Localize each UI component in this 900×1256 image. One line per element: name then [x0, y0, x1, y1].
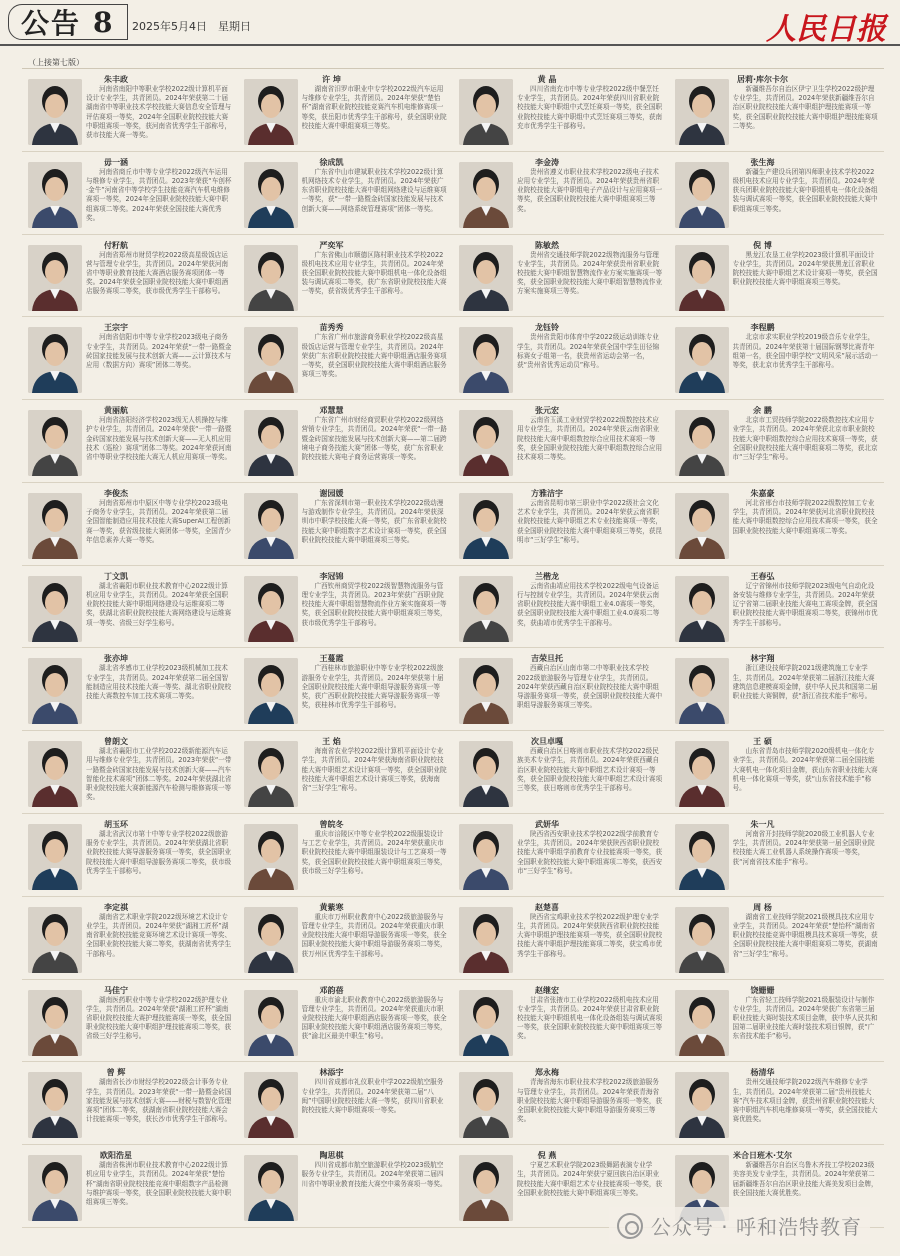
honoree-card — [669, 897, 885, 980]
honoree-card — [238, 731, 454, 814]
portrait-photo — [675, 990, 729, 1056]
honoree-bio: 广东省广州市旅游商务职业学校2022级高星级饭店运营与管理专业学生，共青团员。2024年荣获广东省职业院校技能大赛中职组酒店服务赛项一等奖，获全国职业院校技能大赛中职组酒店服务赛项三等奖。 — [301, 333, 447, 379]
honoree-name: 王 硕 — [753, 737, 772, 747]
honoree-card — [22, 483, 238, 566]
honoree-name: 张元宏 — [535, 406, 559, 416]
honoree-name: 米合日班木·艾尔 — [732, 1151, 793, 1161]
honoree-name: 李俊杰 — [104, 488, 128, 498]
honoree-name: 李定祺 — [104, 902, 128, 912]
portrait-photo — [675, 658, 729, 724]
honoree-card — [22, 566, 238, 649]
section-header — [8, 4, 128, 40]
portrait-photo — [244, 741, 298, 807]
newspaper-logo: 人民日报 — [766, 12, 886, 47]
honoree-card — [453, 235, 669, 318]
honoree-name: 胡玉环 — [104, 820, 128, 830]
honoree-card — [453, 483, 669, 566]
portrait-photo — [244, 327, 298, 393]
honoree-name: 邓慧慧 — [319, 406, 344, 416]
honoree-name: 林宇翔 — [750, 654, 775, 664]
honoree-bio: 西藏自治区日喀则市职业技术学校2022级民族美术专业学生，共青团员。2024年荣获西藏自治区职业院校技能大赛中职组艺术设计赛项一等奖，获全国职业院校技能大赛中职组艺术设计赛项三等奖，获日喀则市优秀学生干部称号。 — [517, 747, 663, 793]
portrait-photo — [459, 1155, 513, 1221]
portrait-photo — [28, 245, 82, 311]
portrait-photo — [244, 576, 298, 642]
portrait-photo — [459, 1072, 513, 1138]
honoree-name: 李程鹏 — [750, 323, 775, 333]
honoree-name: 张生海 — [750, 157, 775, 167]
honoree-bio: 四川省成都市礼仪职业中学2022级航空服务专业学生，共青团员。2024年荣获第二届“八闽”中国职业院校技能大赛一等奖，获四川省职业院校技能大赛中职组赛项一等奖。 — [301, 1078, 444, 1115]
honoree-name: 曾朗文 — [104, 737, 128, 747]
honoree-name: 赵继宏 — [535, 985, 559, 995]
portrait-photo — [28, 493, 82, 559]
portrait-photo — [244, 410, 298, 476]
issue-date: 2025年5月4日 星期日 — [132, 20, 251, 33]
portrait-photo — [28, 79, 82, 145]
honoree-name: 毋一涵 — [104, 157, 128, 167]
honoree-name: 陶思棋 — [319, 1151, 344, 1161]
honoree-card — [238, 814, 454, 897]
honoree-card — [238, 152, 454, 235]
honoree-card — [22, 648, 238, 731]
honoree-bio: 湖南省艺术职业学院2022级环境艺术设计专业学生，共青团员。2024年荣获“湖湘工匠杯”湖南省职业院校技能竞赛环境艺术设计赛项一等奖、全国职业院校技能大赛二等奖，获湖南省优秀学生干部称号。 — [86, 912, 232, 958]
honoree-bio: 西藏自治区山南市第二中等职业技术学校2022级旅游服务与管理专业学生，共青团员。2024年荣获西藏自治区职业院校技能大赛中职组导游服务赛项一等奖，获全国职业院校技能大赛中职组导游服务赛项三等奖。 — [517, 664, 663, 710]
honoree-name: 方雅洁宇 — [531, 488, 563, 498]
portrait-photo — [459, 245, 513, 311]
honoree-name: 余 鹏 — [753, 406, 772, 416]
portrait-photo — [244, 990, 298, 1056]
honoree-card — [453, 814, 669, 897]
honoree-bio: 河南省洛阳经济学校2023级无人机操控与维护专业学生，共青团员。2024年荣获“一带一路暨金砖国家技能发展与技术创新大赛——无人机应用技术（巡检）赛项”团体二等奖。2024年荣获河南省中等职业学校技能大赛无人机应用赛项一等奖。 — [86, 416, 232, 461]
portrait-photo — [459, 410, 513, 476]
honoree-card — [22, 235, 238, 318]
portrait-photo — [459, 493, 513, 559]
portrait-photo — [459, 907, 513, 973]
portrait-photo — [244, 658, 298, 724]
portrait-photo — [244, 907, 298, 973]
honoree-card — [669, 814, 885, 897]
honoree-name: 邓韵蓓 — [319, 985, 344, 995]
page-number: 8 — [93, 5, 113, 39]
honoree-bio: 重庆市涪陵区中等专业学校2022级服装设计与工艺专业学生，共青团员。2024年荣获重庆市职业院校技能大赛中职组服装设计与工艺赛项一等奖，获全国职业院校技能大赛中职组赛项三等奖，获市级三好学生称号。 — [301, 830, 447, 875]
honoree-name: 李金涛 — [535, 157, 559, 167]
honoree-name: 曾皖冬 — [319, 820, 344, 830]
honoree-name: 吉荣旦托 — [531, 654, 563, 664]
honoree-bio: 湖南医药职业中等专业学校2022级护理专业学生，共青团员。2024年荣获“湖湘工匠杯”湖南省职业院校技能大赛护理技能赛项一等奖，获全国职业院校技能大赛中职组护理技能赛项二等奖，获省级三好学生称号。 — [86, 995, 232, 1041]
honoree-name: 王蔓霞 — [319, 654, 344, 664]
honoree-bio: 河南省开封技师学院2020级工业机器人专业学生，共青团员。2024年荣获第一届全国职业院校技能大赛工业机器人系统操作赛项一等奖，获“河南省技术能手”称号。 — [732, 830, 875, 866]
portrait-photo — [28, 576, 82, 642]
honoree-card — [669, 980, 885, 1063]
honoree-name: 龙钰铃 — [535, 323, 559, 333]
portrait-photo — [28, 1155, 82, 1221]
honoree-name: 严奕军 — [319, 240, 344, 250]
portrait-photo — [675, 907, 729, 973]
watermark — [609, 1207, 870, 1244]
honoree-card — [22, 980, 238, 1063]
portrait-photo — [675, 245, 729, 311]
honoree-bio: 北京市求实职业学校2019级音乐专业学生，共青团员。2024年荣获第十届国际钢琴比赛青年组第一名，获全国中职学校“文明风采”展示活动一等奖，获北京市优秀学生干部称号。 — [732, 333, 878, 369]
honoree-name: 饶姗姗 — [750, 985, 775, 995]
portrait-photo — [28, 410, 82, 476]
honoree-name: 黄 晶 — [537, 75, 557, 84]
honoree-bio: 湖南省长沙市财经学校2022级会计事务专业学生，共青团员。2023年荣获“一带一路暨金砖国家技能发展与技术创新大赛——财税与数智化管理赛项”团体二等奖，获湖南省职业院校技能大赛会计技能赛项一等奖，获长沙市优秀学生干部称号。 — [86, 1078, 232, 1124]
honoree-bio: 湖南省株洲市职业技术教育中心2022级计算机应用专业学生，共青团员。2024年荣获“楚怡杯”湖南省职业院校技能竞赛中职组数字产品检测与维护赛项一等奖，获全国职业院校技能大赛中职组赛项三等奖。 — [86, 1161, 232, 1207]
honoree-card — [669, 152, 885, 235]
honoree-name: 杨清华 — [750, 1068, 775, 1078]
honoree-bio: 湖北省孝感市工业学校2023级机械加工技术专业学生，共青团员。2024年荣获第二届全国智能制造应用技术技能大赛一等奖、湖北省职业院校技能大赛数控车加工技术赛项二等奖。 — [86, 664, 232, 701]
honoree-bio: 河北省邢台市技师学院2022级数控加工专业学生，共青团员。2024年荣获河北省职业院校技能大赛中职组数控综合应用技术赛项一等奖，获全国职业院校技能大赛中职组赛项二等奖。 — [732, 498, 878, 535]
portrait-photo — [459, 162, 513, 228]
honoree-bio: 陕西省宝鸡职业技术学校2022级护理专业学生，共青团员。2024年荣获陕西省职业院校技能大赛中职组护理技能赛项一等奖，获全国职业院校技能大赛中职组护理技能赛项二等奖，获宝鸡市优秀学生干部称号。 — [517, 912, 663, 958]
portrait-photo — [244, 493, 298, 559]
portrait-photo — [244, 245, 298, 311]
portrait-photo — [459, 741, 513, 807]
honoree-bio: 云南省曲靖应用技术学校2022级电气设备运行与控制专业学生，共青团员。2024年荣获云南省职业院校技能大赛中职组工业4.0赛项一等奖，获全国职业院校技能大赛中职组工业4.0赛项二等奖，获曲靖市优秀学生干部称号。 — [517, 581, 660, 627]
portrait-photo — [244, 1072, 298, 1138]
watermark-text: 公众号 · 呼和浩特教育 — [650, 1215, 862, 1239]
portrait-photo — [244, 824, 298, 890]
portrait-photo — [675, 162, 729, 228]
honoree-bio: 四川省成都市航空旅游职业学校2023级航空服务专业学生，共青团员。2024年荣获第二届四川省中等职业教育技能大赛空中乘务赛项一等奖。 — [301, 1161, 447, 1188]
portrait-photo — [675, 741, 729, 807]
portrait-photo — [28, 658, 82, 724]
honoree-bio: 湖北省襄阳市职业技术教育中心2022级计算机应用专业学生，共青团员。2024年荣获全国职业院校技能大赛中职组网络建设与运维赛项二等奖，获湖北省职业院校技能大赛网络建设与运维赛项一等奖、省级三好学生称号。 — [86, 581, 232, 627]
honoree-card — [669, 566, 885, 649]
honoree-bio: 贵州省贵阳市体育中学2022级运动训练专业学生，共青团员。2024年荣获全国中学生田径锦标赛女子组第一名，获贵州省运动会第一名，获“贵州省优秀运动员”称号。 — [517, 333, 660, 369]
honoree-bio: 辽宁省锦州市技师学院2023级电气自动化设备安装与维修专业学生，共青团员。2024年荣获辽宁省第二届职业技能大赛电工赛项金牌，获全国职业院校技能大赛中职组赛项二等奖，获锦州市优秀学生干部称号。 — [732, 581, 878, 627]
continued-note: （上接第七版） — [28, 58, 84, 67]
honoree-card — [22, 1145, 238, 1228]
honoree-card — [669, 648, 885, 731]
honoree-card — [669, 400, 885, 483]
honoree-name: 欧阳浩星 — [100, 1151, 132, 1161]
honoree-bio: 云南省昆明市第三职业中学2022级社会文化艺术专业学生，共青团员。2024年荣获云南省职业院校技能大赛中职组艺术专业技能赛项一等奖，获全国职业院校技能大赛中职组赛项三等奖，获昆明市“三好学生”称号。 — [517, 498, 663, 544]
honoree-name: 马佳宁 — [104, 985, 128, 995]
honoree-name: 谢园媛 — [319, 488, 344, 498]
honoree-name: 黄紫寒 — [319, 902, 344, 912]
honoree-card — [238, 648, 454, 731]
honoree-name: 付籽航 — [104, 240, 128, 250]
honoree-name: 朱一凡 — [750, 820, 775, 830]
portrait-photo — [675, 79, 729, 145]
honoree-card — [669, 483, 885, 566]
portrait-photo — [675, 1072, 729, 1138]
honoree-name: 丁文凯 — [104, 571, 128, 581]
honoree-bio: 重庆市渝北职业教育中心2022级旅游服务与管理专业学生，共青团员。2024年荣获重庆市职业院校技能大赛中职组酒店服务赛项一等奖，获全国职业院校技能大赛中职组酒店服务赛项三等奖，获“渝北区最美中职生”称号。 — [301, 995, 447, 1041]
honoree-card — [238, 483, 454, 566]
honoree-card — [453, 897, 669, 980]
masthead — [0, 0, 900, 46]
honoree-card — [238, 69, 454, 152]
honoree-name: 朱嘉豪 — [750, 488, 775, 498]
portrait-photo — [28, 1072, 82, 1138]
honoree-name: 武妍华 — [535, 820, 559, 830]
honoree-card — [669, 1062, 885, 1145]
honoree-bio: 甘肃省张掖市工业学校2022级机电技术应用专业学生，共青团员。2024年荣获甘肃省职业院校技能大赛中职组机电一体化设备组装与调试赛项一等奖，获全国职业院校技能大赛中职组赛项三等奖。 — [517, 995, 663, 1041]
honoree-card — [238, 897, 454, 980]
portrait-photo — [28, 990, 82, 1056]
honoree-card — [453, 980, 669, 1063]
honoree-bio: 湖北省武汉市第十中等专业学校2022级旅游服务专业学生，共青团员。2024年荣获湖北省职业院校技能大赛导游服务赛项一等奖，获全国职业院校技能大赛中职组导游服务赛项二等奖，获市级优秀学生干部称号。 — [86, 830, 232, 875]
honoree-card — [22, 152, 238, 235]
honoree-bio: 河南省南阳中等职业学校2022级计算机平面设计专业学生，共青团员。2024年荣获第二十届湖南省中等职业技术学校技能大赛信息安全管理与评估赛项一等奖，2024年全国职业院校技能大赛中职组赛项一等奖，获河南省优秀学生干部称号，获市技能大赛一等奖。 — [86, 85, 232, 140]
honoree-bio: 河南省商丘市中等专业学校2022级汽车运用与维修专业学生，共青团员。2023年荣获“车创杯·金牛”河南省中等学校学生技能竞赛汽车机电维修赛项一等奖，2024年全国职业院校技能大赛中职组赛项二等奖。2024年荣获全国技能大赛优秀奖。 — [86, 167, 232, 222]
honoree-card — [669, 731, 885, 814]
honoree-name: 徐成凯 — [319, 157, 344, 167]
honoree-bio: 广东省深圳市第一职业技术学校2022级动漫与游戏制作专业学生，共青团员。2024年荣获深圳市中职学校技能大赛一等奖，获广东省职业院校技能大赛中职组数字艺术设计赛项一等奖，获全国职业院校技能大赛中职组赛项三等奖。 — [301, 498, 447, 544]
honoree-bio: 贵州省遵义市职业技术学校2022级电子技术应用专业学生，共青团员。2024年荣获贵州省职业院校技能大赛中职组电子产品设计与应用赛项一等奖，获全国职业院校技能大赛中职组赛项三等奖。 — [517, 167, 663, 213]
honoree-card — [238, 566, 454, 649]
honoree-bio: 山东省青岛市技师学院2020级机电一体化专业学生，共青团员。2024年荣获第二届全国技能大赛机电一体化项目金牌，获山东省职业技能大赛机电一体化赛项一等奖，获“山东省技术能手”称号。 — [732, 747, 878, 793]
honoree-card — [453, 69, 669, 152]
honoree-name: 郑永梅 — [535, 1068, 559, 1078]
honoree-card — [453, 152, 669, 235]
portrait-photo — [28, 162, 82, 228]
honoree-bio: 云南省玉溪工业财贸学校2022级数控技术应用专业学生，共青团员。2024年荣获云南省职业院校技能大赛中职组数控综合应用技术赛项一等奖，获全国职业院校技能大赛中职组数控综合应用技术赛项二等奖。 — [517, 416, 663, 461]
honoree-name: 张亦坤 — [104, 654, 128, 664]
honoree-card — [453, 317, 669, 400]
honoree-bio: 广东省轻工技师学院2021级服装设计与制作专业学生，共青团员。2024年荣获广东省第三届职业技能大赛时装技术项目金牌，获中华人民共和国第二届职业技能大赛时装技术项目银牌，获“广东省技术能手”称号。 — [732, 995, 878, 1041]
honoree-card — [22, 897, 238, 980]
honoree-name: 林添宇 — [319, 1068, 344, 1078]
honoree-card — [453, 731, 669, 814]
honoree-grid — [22, 68, 884, 1228]
honoree-name: 黄丽航 — [104, 406, 128, 416]
honoree-bio: 四川省南充市中等专业学校2022级中餐烹饪专业学生，共青团员。2024年荣获四川省职业院校技能大赛中职组中式烹饪赛项一等奖，获全国职业院校技能大赛中职组中式烹饪赛项三等奖，获南充市优秀学生干部称号。 — [517, 85, 663, 130]
honoree-name: 李冠锦 — [319, 571, 344, 581]
honoree-bio: 广东省佛山市顺德区陈村职业技术学校2022级机电技术应用专业学生，共青团员。2024年荣获全国职业院校技能大赛中职组机电一体化设备组装与调试赛项二等奖，获广东省职业院校技能大赛一等奖，获省级优秀学生干部称号。 — [301, 250, 447, 296]
honoree-name: 倪 燕 — [537, 1151, 557, 1161]
portrait-photo — [28, 824, 82, 890]
honoree-card — [22, 400, 238, 483]
honoree-card — [453, 566, 669, 649]
honoree-card — [22, 317, 238, 400]
portrait-photo — [459, 824, 513, 890]
honoree-bio: 贵州交通技师学院2022级汽车维修专业学生，共青团员。2024年荣获第二届“贵州技能大赛”汽车技术项目金牌，获贵州省职业院校技能大赛中职组汽车机电维修赛项一等奖，获全国技能大赛优胜奖。 — [732, 1078, 878, 1124]
honoree-bio: 广东省中山市建斌职业技术学校2022级计算机网络技术专业学生，共青团员。2024年荣获广东省职业院校技能大赛中职组网络建设与运维赛项一等奖，获“一带一路暨金砖国家技能发展与技术创新大赛——网络系统管理赛项”团体一等奖。 — [301, 167, 447, 213]
honoree-bio: 贵州省交通技师学院2022级物流服务与管理专业学生，共青团员。2024年荣获贵州省职业院校技能大赛中职组智慧物流作业方案实施赛项一等奖，获全国职业院校技能大赛中职组智慧物流作业方案实施赛项三等奖。 — [517, 250, 663, 296]
honoree-card — [453, 1062, 669, 1145]
honoree-bio: 广东省广州市财经商贸职业学校2022级网络营销专业学生，共青团员。2024年荣获“一带一路暨金砖国家技能发展与技术创新大赛——第二届跨境电子商务技能大赛”团体一等奖，获广东省职业院校技能大赛电子商务运营赛项一等奖。 — [301, 416, 447, 461]
honoree-bio: 新疆生产建设兵团第四师职业技术学校2022级机电技术应用专业学生，共青团员。2024年荣获兵团职业院校技能大赛中职组机电一体化设备组装与调试赛项一等奖，获全国职业院校技能大赛中职组赛项三等奖。 — [732, 167, 878, 213]
honoree-name: 居莉·库尔卡尔 — [736, 75, 789, 84]
honoree-name: 赵楚喜 — [535, 902, 559, 912]
honoree-bio: 宁夏艺术职业学院2023级舞蹈表演专业学生，共青团员。2024年荣获宁夏回族自治区职业院校技能大赛中职组艺术专业技能赛项一等奖，获全国职业院校技能大赛中职组赛项三等奖。 — [517, 1161, 663, 1197]
honoree-card — [238, 317, 454, 400]
wechat-official-account-icon — [617, 1213, 643, 1239]
portrait-photo — [675, 327, 729, 393]
portrait-photo — [28, 907, 82, 973]
honoree-bio: 湖南省汨罗市职业中专学校2022级汽车运用与维修专业学生，共青团员。2024年荣获“楚怡杯”湖南省职业院校技能竞赛汽车机电维修赛项一等奖，获岳阳市优秀学生干部称号，获全国职业院校技能大赛中职组赛项三等奖。 — [301, 85, 447, 130]
honoree-bio: 海南省农业学校2022级计算机平面设计专业学生，共青团员。2024年荣获海南省职业院校技能大赛中职组艺术设计赛项一等奖，获全国职业院校技能大赛中职组艺术设计赛项三等奖，获海南省“三好学生”称号。 — [301, 747, 447, 793]
honoree-name: 次旦卓嘎 — [531, 737, 563, 747]
honoree-bio: 浙江建设技师学院2021级建筑施工专业学生，共青团员。2024年荣获第二届浙江技能大赛建筑信息建模赛项金牌，获中华人民共和国第二届职业技能大赛铜牌，获“浙江省技术能手”称号。 — [732, 664, 878, 701]
honoree-name: 陈敏然 — [535, 240, 559, 250]
portrait-photo — [459, 990, 513, 1056]
honoree-bio: 陕西省西安职业技术学校2022级学前教育专业学生，共青团员。2024年荣获陕西省职业院校技能大赛中职组学前教育专业技能赛项一等奖，获全国职业院校技能大赛中职组赛项二等奖，获西安市“三好学生”称号。 — [517, 830, 663, 875]
honoree-name: 曾 辉 — [106, 1068, 126, 1078]
honoree-bio: 青海省海东市职业技术学校2022级旅游服务与管理专业学生，共青团员。2024年荣获青海省职业院校技能大赛中职组导游服务赛项一等奖，获全国职业院校技能大赛中职组导游服务赛项三等奖。 — [517, 1078, 663, 1124]
portrait-photo — [244, 79, 298, 145]
honoree-bio: 河南省信阳市中等专业学校2023级电子商务专业学生，共青团员。2024年荣获“一带一路暨金砖国家技能发展与技术创新大赛——云计算技术与应用（数据方向）赛项”团体二等奖。 — [86, 333, 232, 369]
honoree-name: 许 坤 — [322, 75, 341, 84]
honoree-bio: 河南省郑州市中原区中等专业学校2023级电子商务专业学生，共青团员。2024年荣获第二届全国智能制造应用技术技能大赛SuperAI工程创新赛一等奖，获省级技能大赛团体一等奖，全国青少年信息素养大赛一等奖。 — [86, 498, 232, 544]
portrait-photo — [244, 162, 298, 228]
portrait-photo — [244, 1155, 298, 1221]
honoree-bio: 北京市工贸技师学院2022级数控技术应用专业学生，共青团员。2024年荣获北京市职业院校技能大赛中职组数控综合应用技术赛项一等奖，获全国职业院校技能大赛中职组赛项二等奖，获北京市“三好学生”称号。 — [732, 416, 878, 461]
honoree-card — [22, 1062, 238, 1145]
honoree-card — [669, 317, 885, 400]
portrait-photo — [675, 824, 729, 890]
portrait-photo — [28, 327, 82, 393]
honoree-name: 王春弘 — [750, 571, 775, 581]
honoree-bio: 湖北省襄阳市工业学校2022级新能源汽车运用与维修专业学生，共青团员。2023年荣获“一带一路暨金砖国家技能发展与技术创新大赛——汽车智能化技术赛项”团体二等奖。2024年荣获湖北省职业院校技能大赛新能源汽车检测与维修赛项一等奖。 — [86, 747, 232, 802]
honoree-card — [238, 400, 454, 483]
honoree-card — [238, 1062, 454, 1145]
honoree-bio: 广西钦州商贸学校2022级智慧物流服务与管理专业学生，共青团员。2023年荣获广西职业院校技能大赛中职组智慧物流作业方案实施赛项一等奖，获全国职业院校技能大赛中职组赛项三等奖，获市级优秀学生干部称号。 — [301, 581, 447, 627]
honoree-name: 苗秀秀 — [319, 323, 344, 333]
portrait-photo — [28, 741, 82, 807]
honoree-bio: 河南省郑州市财贸学校2022级高星级饭店运营与管理专业学生，共青团员。2024年荣获河南省中等职业教育技能大赛酒店服务赛项团体一等奖。2024年荣获全国职业院校技能大赛中职组酒店服务赛项二等奖，获市级优秀学生干部称号。 — [86, 250, 229, 296]
portrait-photo — [459, 658, 513, 724]
honoree-card — [453, 400, 669, 483]
portrait-photo — [459, 576, 513, 642]
honoree-name: 朱丰政 — [104, 75, 128, 84]
honoree-card — [453, 648, 669, 731]
section-title: 公告 — [21, 7, 82, 40]
honoree-bio: 新疆维吾尔自治区乌鲁木齐技工学校2023级美容美发专业学生，共青团员。2024年荣获第二届新疆维吾尔自治区职业技能大赛美发项目金牌，获全国技能大赛优胜奖。 — [732, 1161, 878, 1197]
honoree-card — [22, 69, 238, 152]
honoree-bio: 广西桂林市旅游职业中等专业学校2022级旅游服务专业学生，共青团员。2024年荣获第十届全国职业院校技能大赛中职组导游服务赛项一等奖，获广西职业院校技能大赛导游服务赛项一等奖，获桂林市优秀学生干部称号。 — [301, 664, 444, 710]
honoree-name: 兰楷龙 — [535, 571, 559, 581]
honoree-name: 王 焰 — [322, 737, 341, 747]
portrait-photo — [459, 79, 513, 145]
portrait-photo — [675, 576, 729, 642]
honoree-name: 倪 博 — [753, 240, 772, 250]
honoree-card — [238, 980, 454, 1063]
portrait-photo — [675, 493, 729, 559]
honoree-card — [22, 731, 238, 814]
honoree-card — [22, 814, 238, 897]
honoree-bio: 新疆维吾尔自治区伊宁卫生学校2022级护理专业学生，共青团员。2024年荣获新疆维吾尔自治区职业院校技能大赛中职组护理技能赛项一等奖，获全国职业院校技能大赛中职组护理技能赛项二等奖。 — [732, 85, 878, 130]
honoree-bio: 黑龙江农垦工业学校2023级计算机平面设计专业学生，共青团员。2024年荣获黑龙江省职业院校技能大赛中职组艺术设计赛项一等奖，获全国职业院校技能大赛中职组赛项三等奖。 — [732, 250, 878, 287]
honoree-bio: 重庆市万州职业教育中心2022级旅游服务与管理专业学生，共青团员。2024年荣获重庆市职业院校技能大赛中职组导游服务赛项一等奖，获全国职业院校技能大赛中职组导游服务赛项二等奖，获万州区优秀学生干部称号。 — [301, 912, 447, 958]
honoree-name: 周 杨 — [753, 902, 772, 912]
honoree-card — [238, 1145, 454, 1228]
honoree-name: 王宗宇 — [104, 323, 128, 333]
honoree-bio: 湖南省工业技师学院2021级模具技术应用专业学生，共青团员。2024年荣获“楚怡杯”湖南省职业院校技能竞赛中职组模具技术赛项一等奖，获全国职业院校技能大赛中职组赛项二等奖，获湖南省“三好学生”称号。 — [732, 912, 878, 958]
portrait-photo — [459, 327, 513, 393]
portrait-photo — [675, 410, 729, 476]
honoree-card — [669, 235, 885, 318]
honoree-card — [669, 69, 885, 152]
honoree-card — [238, 235, 454, 318]
